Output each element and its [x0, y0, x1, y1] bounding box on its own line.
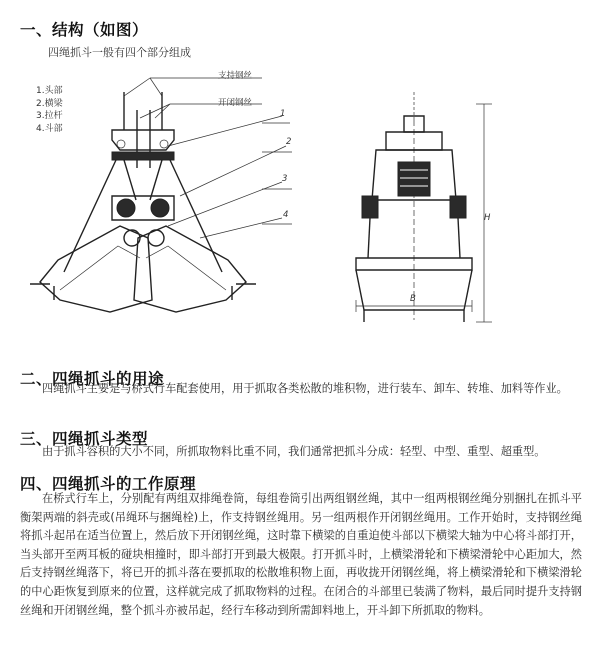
- section3-title: 三、四绳抓斗类型: [20, 430, 149, 448]
- callout-open-close-rope: 开闭钢丝: [218, 98, 253, 108]
- section1-title: 一、结构（如图）: [20, 21, 149, 39]
- section2-body-text: 四绳抓斗主要是与桥式行车配套使用，用于抓取各类松散的堆积物，进行装车、卸车、转堆、加料等作业。: [42, 382, 568, 395]
- section4-body: [20, 490, 582, 620]
- section2-title: 二、四绳抓斗的用途: [20, 370, 165, 388]
- callout-1: 1: [280, 109, 286, 119]
- grab-side-view-diagram: [356, 92, 492, 322]
- callout-2: 2: [286, 137, 292, 147]
- callout-support-rope: 支持钢丝: [218, 71, 253, 81]
- legend-item: 3.拉杆: [36, 111, 63, 121]
- section4-body-text: 在桥式行车上，分别配有两组双排绳卷筒，每组卷筒引出两组钢丝绳，其中一组两根钢丝绳分别捆扎在抓斗平衡架两端的斜壳或(吊绳环与捆绳栓)上，作支持钢丝绳用。另一组两根作开闭钢丝绳用。工作开始时，支持钢丝绳将抓斗起吊在适当位置上，然后放下开闭钢丝绳，这时靠下横梁的自重迫使斗部以下横梁大轴为中心将斗部打开，当头部开至两耳板的碰块相撞时，即斗部打开到最大极限。打开抓斗时，上横梁滑轮和下横梁滑轮中心距加大，然后支持钢丝绳落下，将已开的抓斗落在要抓取的松散堆积物上面，再收拢开闭钢丝绳，将上横梁滑轮和下横梁滑轮的中心距恢复到原来的位置，这样就完成了抓取物料的过程。在闭合的斗部里已装满了物料，最后同时提升支持钢丝绳和开闭钢丝绳，整个抓斗亦被吊起，经行车移动到所需卸料地上，开斗卸下所抓取的物料。: [20, 492, 582, 617]
- callout-4: 4: [283, 210, 289, 220]
- section3-body: [20, 443, 582, 462]
- section2-body: [20, 380, 582, 399]
- callout-3: 3: [282, 174, 288, 184]
- legend-item: 2.横梁: [36, 98, 63, 109]
- section3-body-text: 由于抓斗容积的大小不同，所抓取物料比重不同，我们通常把抓斗分成：轻型、中型、重型、超重型。: [42, 445, 546, 458]
- legend-item: 1.头部: [36, 86, 63, 96]
- legend-item: 4.斗部: [36, 123, 63, 134]
- dim-label-height: H: [484, 213, 491, 223]
- section4-title: 四、四绳抓斗的工作原理: [20, 475, 197, 493]
- dim-label-width: B: [410, 294, 416, 304]
- section1-subtitle: 四绳抓斗一般有四个部分组成: [48, 46, 191, 59]
